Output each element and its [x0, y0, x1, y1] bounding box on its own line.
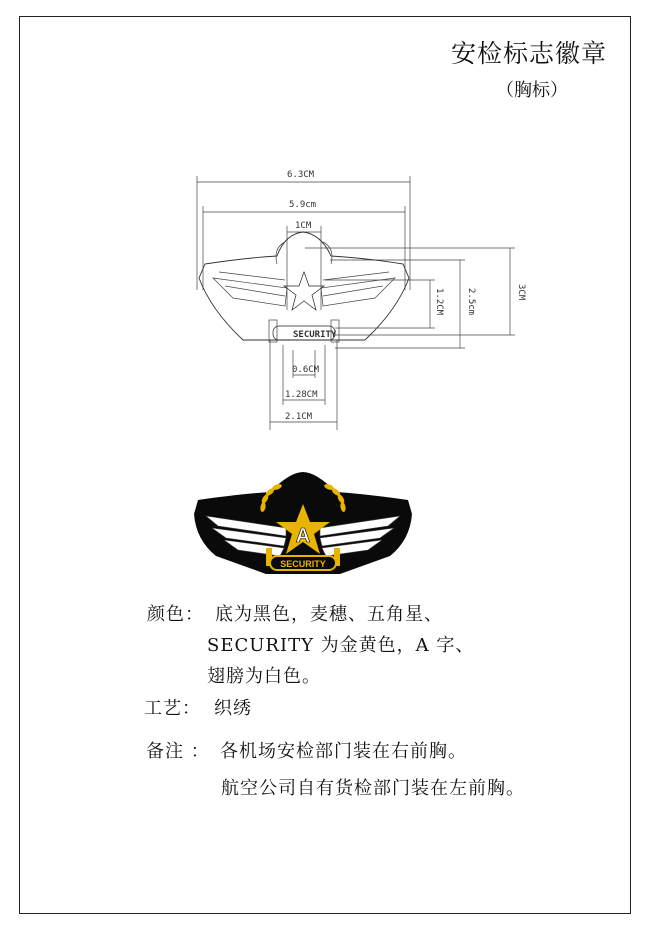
page-title: 安检标志徽章 [450, 39, 607, 68]
dim-inner-width: 5.9cm [289, 200, 317, 210]
dim-body-height: 2.5cm [466, 288, 476, 316]
drawing-label: SECURITY [293, 330, 337, 340]
dim-tab-width: 2.1CM [285, 412, 313, 422]
remark-label: 备注 ： [146, 741, 210, 762]
page-subtitle: （胸标） [496, 80, 568, 101]
badge-dimension-drawing [185, 160, 530, 440]
remark-line-1: 各机场安检部门装在右前胸。 [220, 741, 467, 762]
dim-tab-mid: 1.28CM [285, 390, 318, 400]
color-line-1: 底为黑色，麦穗、五角星、 [215, 604, 443, 625]
remark-line-2: 航空公司自有货检部门装在左前胸。 [221, 778, 525, 799]
craft-label: 工艺： [144, 698, 201, 719]
dim-center-width: 1CM [295, 221, 312, 231]
badge-letter: A [295, 525, 311, 547]
color-label: 颜色： [147, 604, 204, 625]
badge-illustration [190, 470, 416, 582]
color-line-3: 翅膀为白色。 [207, 666, 321, 687]
dim-total-height: 3CM [516, 284, 526, 301]
color-line-2: SECURITY 为金黄色，A 字、 [207, 635, 475, 656]
craft-value: 织绣 [214, 698, 252, 719]
dim-tab-small: 0.6CM [292, 365, 320, 375]
badge-label: SECURITY [280, 559, 326, 569]
dim-total-width: 6.3CM [287, 170, 315, 180]
dim-star-height: 1.2CM [434, 288, 444, 316]
